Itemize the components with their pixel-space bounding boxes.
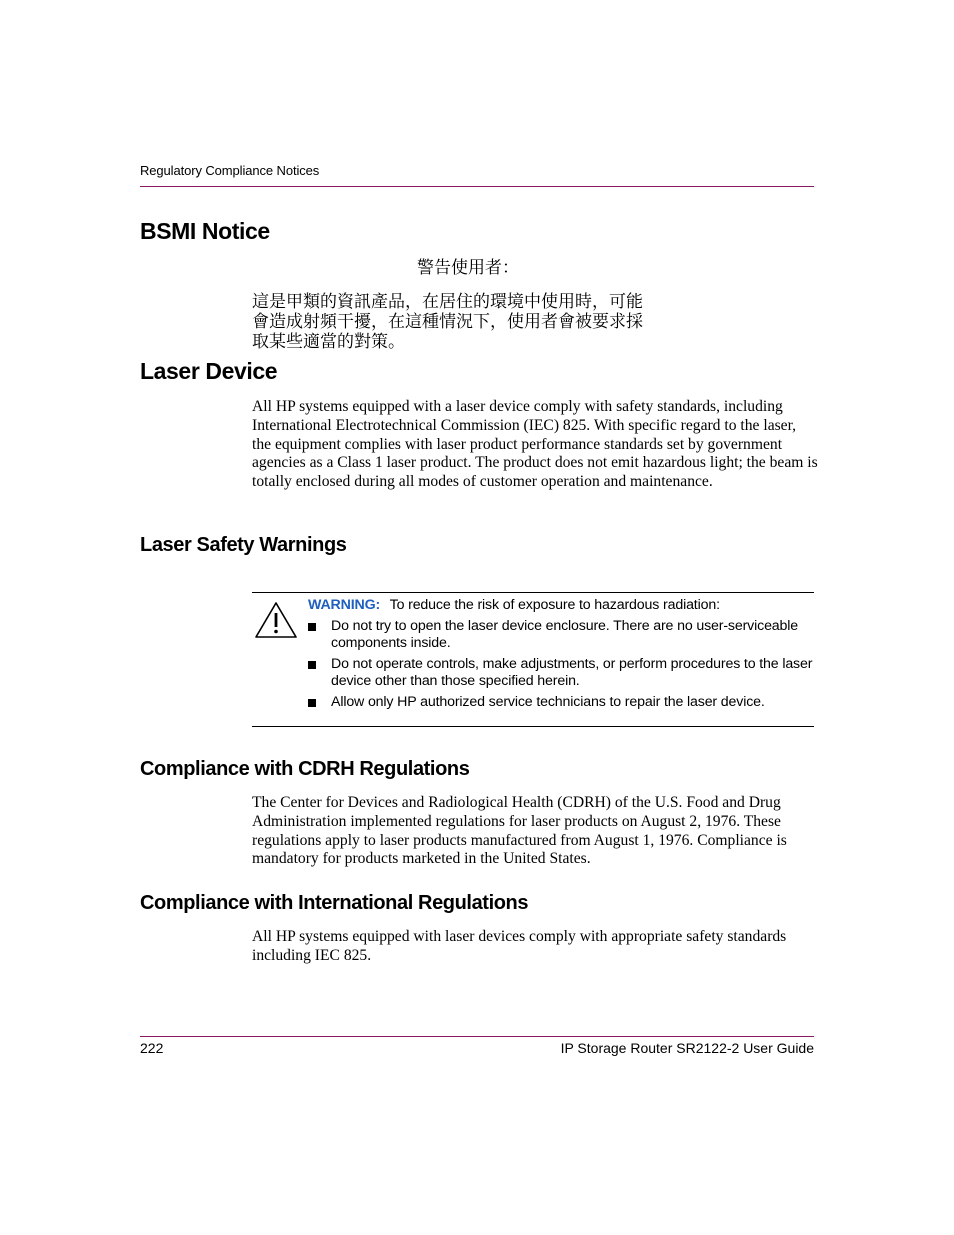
bsmi-heading: BSMI Notice — [140, 218, 270, 244]
cdrh-paragraph: The Center for Devices and Radiological Health (CDRH) of the U.S. Food and Drug Administration implemented regulations for laser products on August 2, 1976. These regulations apply to laser products manufactured from August 1, 1976. Compliance is mandatory for products marketed in the United States. — [252, 794, 787, 868]
cdrh-heading: Compliance with CDRH Regulations — [140, 758, 470, 780]
guide-title: IP Storage Router SR2122-2 User Guide — [560, 1040, 814, 1056]
square-bullet-icon — [308, 699, 316, 707]
bsmi-cjk-line-2: 會造成射頻干擾，在這種情況下，使用者會被要求採 — [252, 312, 643, 332]
warning-box — [308, 597, 818, 715]
international-heading: Compliance with International Regulations — [140, 892, 529, 914]
header-rule — [140, 186, 814, 187]
warning-triangle-icon — [254, 600, 298, 640]
warning-intro-line — [308, 597, 818, 614]
running-header: Regulatory Compliance Notices — [140, 163, 320, 178]
warning-item — [308, 694, 818, 711]
international-paragraph: All HP systems equipped with laser devices comply with appropriate safety standards including IEC 825. — [252, 928, 787, 964]
warning-item-text: Do not operate controls, make adjustments, or perform procedures to the laser device other than those specified herein. — [331, 656, 813, 689]
bsmi-cjk-line-1: 這是甲類的資訊產品，在居住的環境中使用時，可能 — [252, 292, 643, 312]
warning-label: WARNING: — [308, 597, 381, 613]
laser-device-heading: Laser Device — [140, 358, 278, 384]
laser-safety-heading: Laser Safety Warnings — [140, 534, 347, 556]
warning-item-text: Allow only HP authorized service technicians to repair the laser device. — [331, 694, 765, 710]
warning-item — [308, 656, 818, 690]
square-bullet-icon — [308, 661, 316, 669]
warning-intro: To reduce the risk of exposure to hazardous radiation: — [389, 597, 720, 613]
warning-list — [308, 618, 818, 711]
warning-top-rule — [252, 592, 814, 593]
warning-bottom-rule — [252, 726, 814, 727]
page-number: 222 — [140, 1040, 164, 1056]
footer-rule — [140, 1036, 814, 1037]
laser-device-paragraph: All HP systems equipped with a laser device comply with safety standards, including International Electrotechnical Commission (IEC) 825. With specific regard to the laser, the equipment complies with laser product performance standards set by government agencies as a Class 1 laser product. The product does not emit hazardous light; the beam is totally enclosed during all modes of customer operation and maintenance. — [252, 398, 818, 491]
bsmi-cjk-title: 警告使用者： — [417, 258, 519, 278]
square-bullet-icon — [308, 623, 316, 631]
bsmi-cjk-line-3: 取某些適當的對策。 — [252, 332, 405, 352]
warning-item-text: Do not try to open the laser device enclosure. There are no user-serviceable components inside. — [331, 618, 799, 651]
warning-item — [308, 618, 818, 652]
